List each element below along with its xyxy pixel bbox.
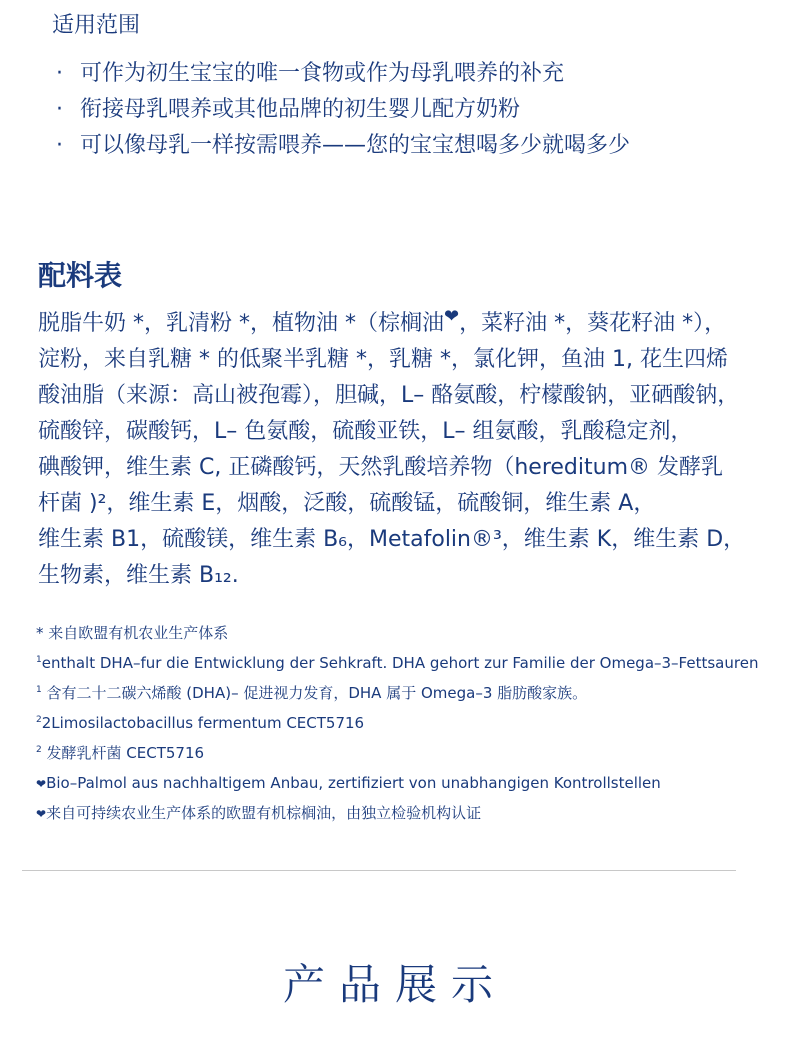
footnote: [36, 648, 758, 678]
list-item-text: 衔接母乳喂养或其他品牌的初生婴儿配方奶粉: [80, 97, 521, 122]
section-divider: [22, 870, 736, 871]
bullet: ·: [56, 133, 63, 158]
ingredients-line: 维生素 B1，硫酸镁，维生素 B₆，Metafolin®³，维生素 K，维生素 D，: [38, 527, 746, 552]
footnote: [36, 798, 758, 828]
list-item-text: 可以像母乳一样按需喂养——您的宝宝想喝多少就喝多少: [80, 133, 631, 158]
list-item-text: 可作为初生宝宝的唯一食物或作为母乳喂养的补充: [80, 61, 565, 86]
footnote-mark: 2: [36, 745, 42, 755]
ingredients-line-part: 脱脂牛奶 *，乳清粉 *，植物油 *（棕榈油: [38, 311, 444, 336]
list-item: [56, 56, 630, 92]
footnote-text: 发酵乳杆菌 CECT5716: [41, 744, 205, 762]
footnote-mark: 1: [36, 685, 42, 695]
footnote-mark: 1: [36, 655, 42, 665]
footnote-text: 2Limosilactobacillus fermentum CECT5716: [41, 714, 365, 732]
ingredients-line: 酸油脂（来源：高山被孢霉），胆碱，L– 酪氨酸，柠檬酸钠，亚硒酸钠，: [38, 383, 740, 408]
scope-heading: 适用范围: [52, 13, 141, 38]
footnote: [36, 708, 758, 738]
scope-list: [56, 56, 630, 164]
bullet: ·: [56, 61, 63, 86]
ingredients-line: 杆菌 )²，维生素 E，烟酸，泛酸，硫酸锰，硫酸铜，维生素 A，: [38, 491, 656, 516]
heart-icon: ❤: [36, 807, 47, 821]
footnote-text: 含有二十二碳六烯酸 (DHA)– 促进视力发育，DHA 属于 Omega–3 脂肪酸家族。: [41, 684, 588, 702]
heart-icon: ❤: [443, 306, 460, 327]
bullet: ·: [56, 97, 63, 122]
footnote-mark: 2: [36, 715, 42, 725]
footnote-text: 来自可持续农业生产体系的欧盟有机棕榈油，由独立检验机构认证: [46, 804, 482, 822]
list-item: [56, 128, 630, 164]
footnote: * 来自欧盟有机农业生产体系: [36, 624, 229, 642]
list-item: [56, 92, 630, 128]
ingredients-text: [38, 306, 768, 594]
heart-icon: ❤: [36, 777, 47, 791]
ingredients-line: [38, 306, 768, 342]
footnote: [36, 678, 758, 708]
footnotes: [36, 618, 758, 828]
ingredients-line-part: ，菜籽油 *，葵花籽油 *），: [459, 311, 727, 336]
footnote: [36, 768, 758, 798]
ingredients-line: 硫酸锌，碳酸钙，L– 色氨酸，硫酸亚铁，L– 组氨酸，乳酸稳定剂，: [38, 419, 693, 444]
showcase-heading: 产品展示: [282, 960, 507, 1009]
ingredients-line: 碘酸钾，维生素 C, 正磷酸钙，天然乳酸培养物（hereditum® 发酵乳: [38, 455, 723, 480]
footnote: [36, 738, 758, 768]
footnote-text: Bio–Palmol aus nachhaltigem Anbau, zertifiziert von unabhangigen Kontrollstellen: [46, 774, 661, 792]
ingredients-line: 淀粉，来自乳糖 * 的低聚半乳糖 *，乳糖 *，氯化钾，鱼油 1, 花生四烯: [38, 347, 728, 372]
footnote-text: enthalt DHA–fur die Entwicklung der Sehkraft. DHA gehort zur Familie der Omega–3–Fettsauren: [41, 654, 759, 672]
ingredients-line: 生物素，维生素 B₁₂.: [38, 563, 239, 588]
ingredients-heading: 配料表: [38, 259, 123, 292]
